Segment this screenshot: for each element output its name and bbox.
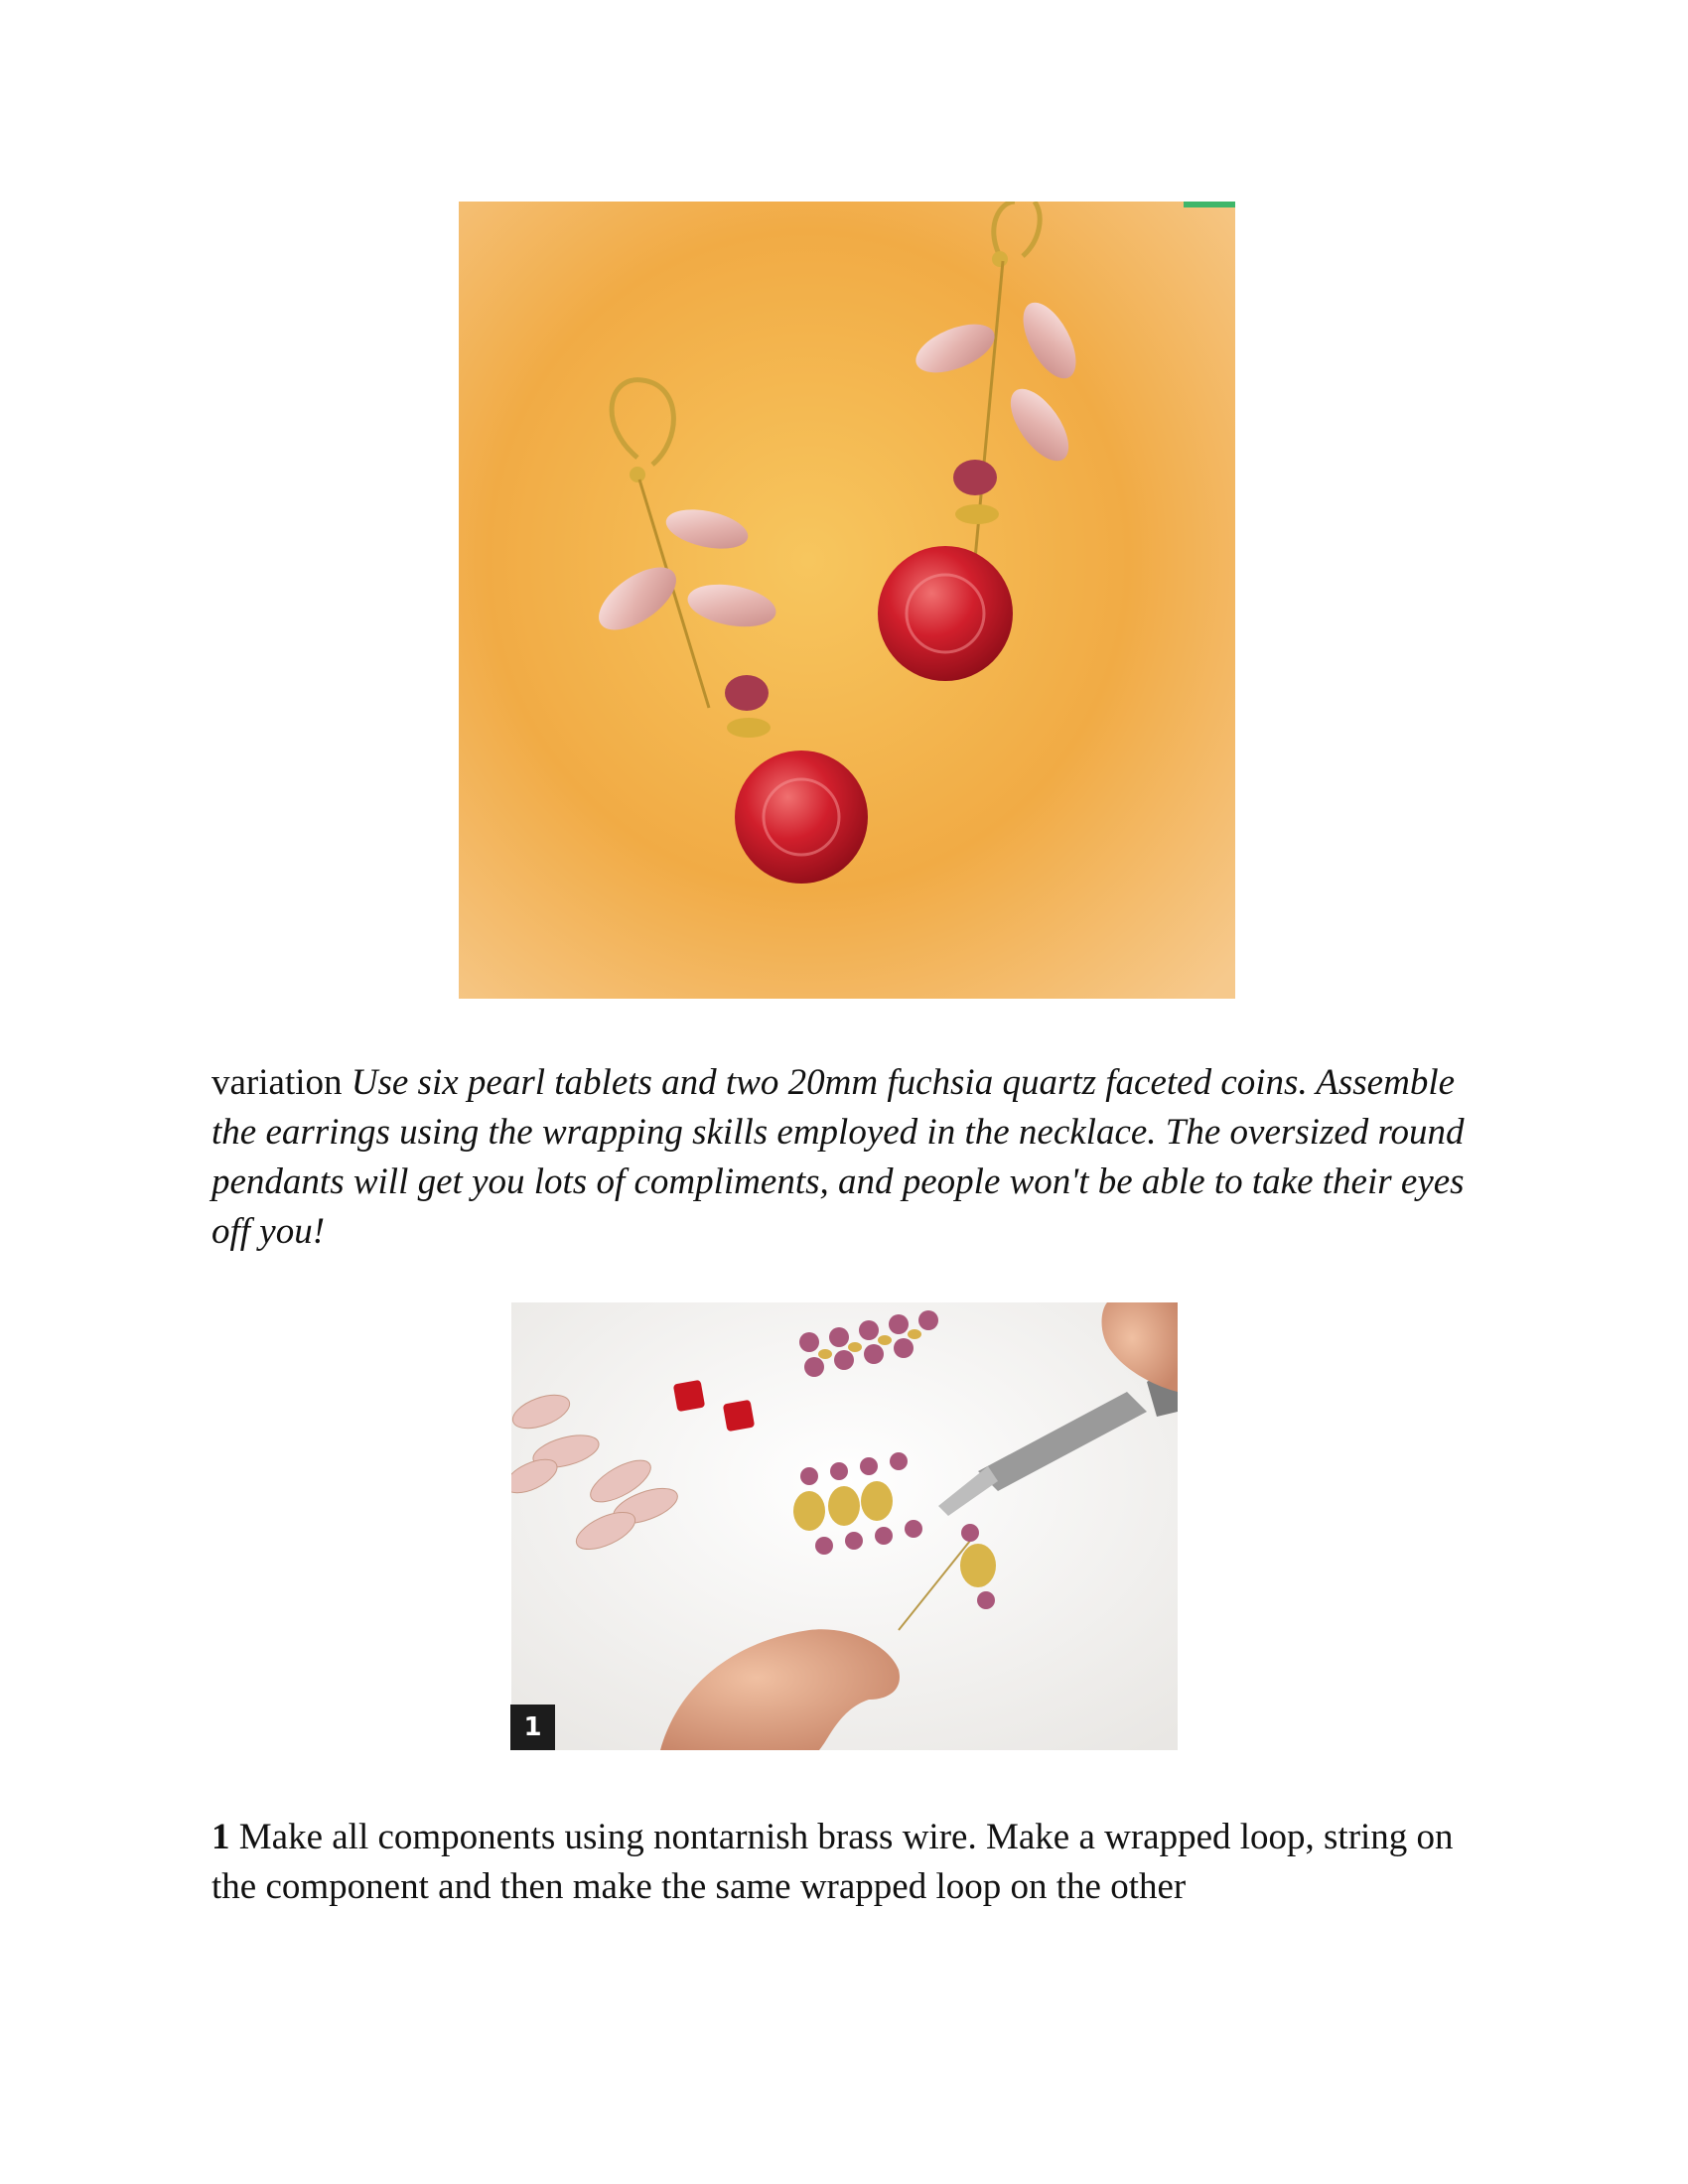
step1-photo <box>511 1302 1178 1750</box>
earrings-photo <box>459 202 1235 999</box>
variation-paragraph <box>211 1058 1492 1257</box>
earrings-illustration <box>459 202 1235 999</box>
variation-body: Use six pearl tablets and two 20mm fuchsia quartz faceted coins. Assemble the earrings using the wrapping skills employed in the necklace. The oversized round pendants will get you lots of compliments, and people won't be able to take their eyes off you! <box>211 1062 1465 1252</box>
step1-paragraph <box>211 1813 1492 1912</box>
step-number-badge: 1 <box>510 1705 555 1750</box>
step1-illustration <box>511 1302 1178 1750</box>
variation-label: variation <box>211 1062 343 1103</box>
step1-number: 1 <box>211 1817 230 1857</box>
step1-body: Make all components using nontarnish brass wire. Make a wrapped loop, string on the component and then make the same wrapped loop on the other <box>211 1817 1454 1907</box>
